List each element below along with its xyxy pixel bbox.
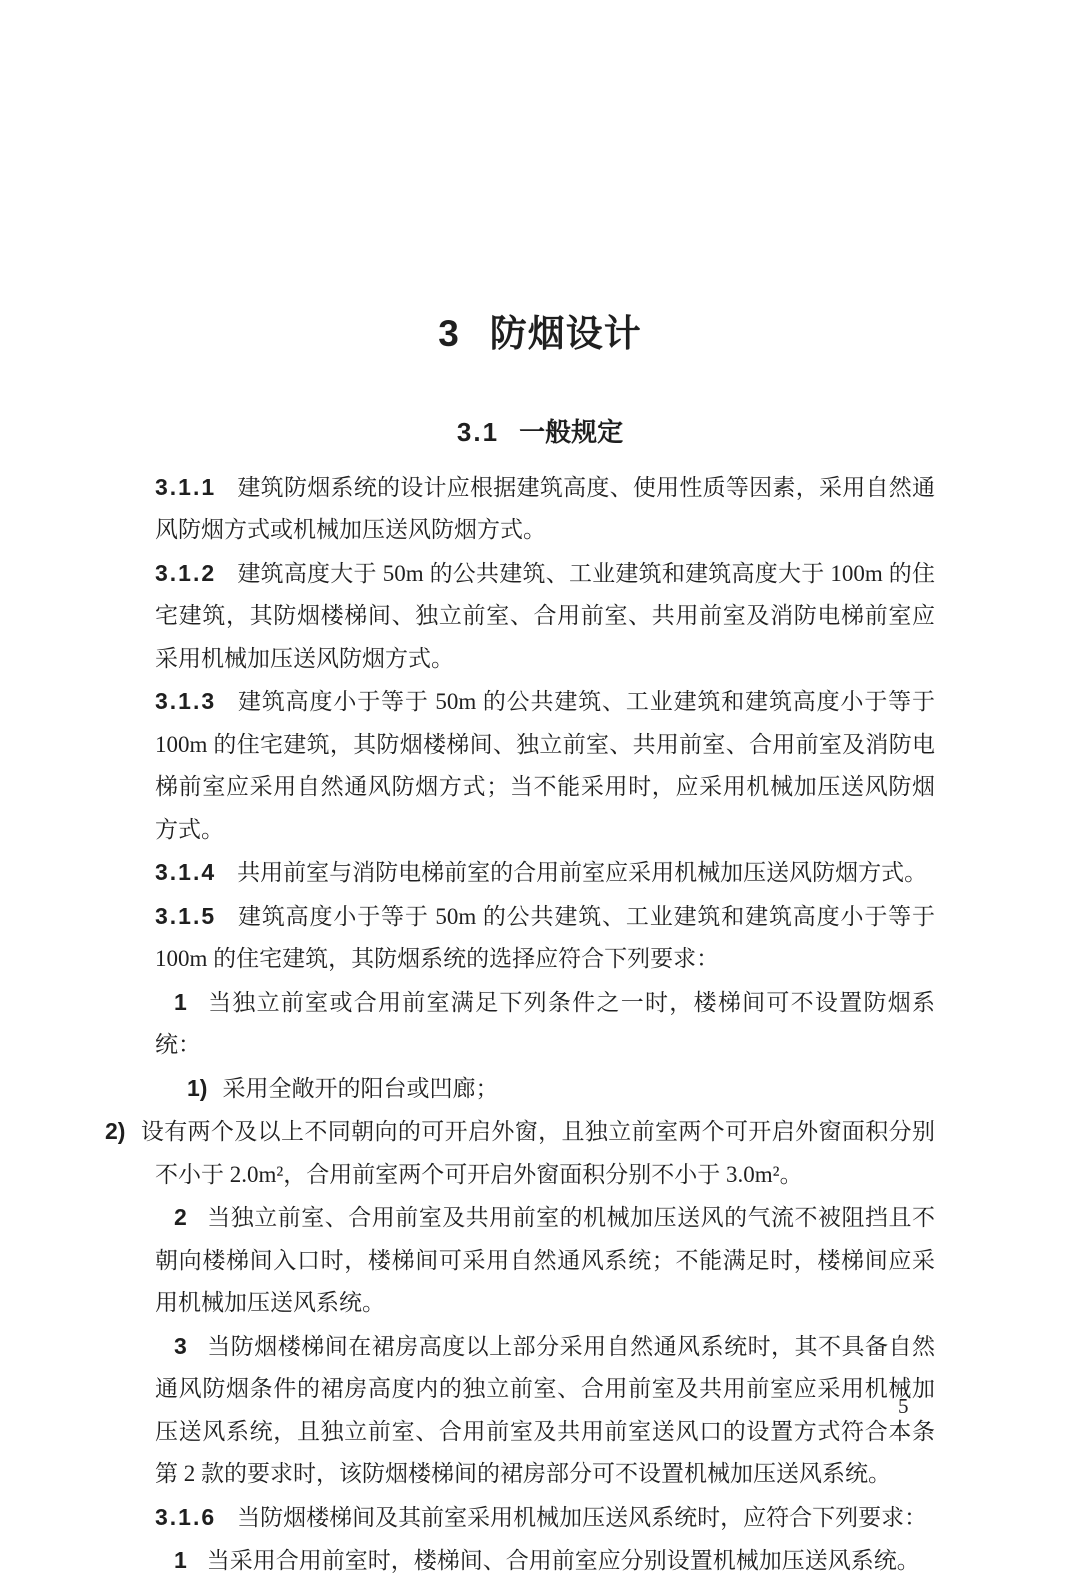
clause-3-1-4-text: 共用前室与消防电梯前室的合用前室应采用机械加压送风防烟方式。 [237, 860, 928, 886]
chapter-number: 3 [438, 313, 460, 354]
clause-3-1-2 [155, 552, 935, 681]
clause-3-1-5-item-2 [155, 1196, 935, 1325]
clause-3-1-1-text: 建筑防烟系统的设计应根据建筑高度、使用性质等因素，采用自然通风防烟方式或机械加压送风防烟方式。 [155, 474, 935, 543]
clause-3-1-2-text: 建筑高度大于 50m 的公共建筑、工业建筑和建筑高度大于 100m 的住宅建筑，其防烟楼梯间、独立前室、合用前室、共用前室及消防电梯前室应采用机械加压送风防烟方式。 [155, 560, 935, 671]
section-title [0, 417, 1080, 448]
clause-3-1-3 [155, 680, 935, 851]
clause-3-1-5-item-1-sub-1 [155, 1067, 935, 1111]
clause-3-1-5-item-1-label: 1 [174, 988, 187, 1015]
clause-3-1-3-label: 3.1.3 [155, 688, 217, 715]
clause-3-1-2-label: 3.1.2 [155, 559, 217, 586]
clause-3-1-4 [155, 851, 935, 895]
clause-3-1-6-item-1-label: 1 [174, 1547, 187, 1574]
clause-3-1-5-item-1-sub-1-text: 采用全敞开的阳台或凹廊； [222, 1075, 499, 1101]
clause-3-1-1-label: 3.1.1 [155, 473, 217, 500]
clause-3-1-6-text: 当防烟楼梯间及其前室采用机械加压送风系统时，应符合下列要求： [237, 1504, 928, 1530]
clause-3-1-4-label: 3.1.4 [155, 859, 217, 886]
clause-3-1-5-text: 建筑高度小于等于 50m 的公共建筑、工业建筑和建筑高度小于等于 100m 的住宅建筑，其防烟系统的选择应符合下列要求： [155, 903, 935, 972]
clause-3-1-3-text: 建筑高度小于等于 50m 的公共建筑、工业建筑和建筑高度小于等于 100m 的住宅建筑，其防烟楼梯间、独立前室、共用前室、合用前室及消防电梯前室应采用自然通风防烟方式；当不能采用时，应采用机械加压送风防烟方式。 [155, 689, 935, 842]
clause-3-1-5-item-2-text: 当独立前室、合用前室及共用前室的机械加压送风的气流不被阻挡且不朝向楼梯间入口时，楼梯间可采用自然通风系统；不能满足时，楼梯间应采用机械加压送风系统。 [155, 1205, 935, 1316]
clause-3-1-5-item-1-sub-2-text: 设有两个及以上不同朝向的可开启外窗，且独立前室两个可开启外窗面积分别不小于 2.0m²，合用前室两个可开启外窗面积分别不小于 3.0m²。 [140, 1119, 935, 1187]
section-number: 3.1 [456, 417, 500, 448]
clause-3-1-6-item-1-text: 当采用合用前室时，楼梯间、合用前室应分别设置机械加压送风系统。 [206, 1548, 920, 1574]
chapter-title [0, 0, 1080, 356]
clause-3-1-6-label: 3.1.6 [155, 1503, 217, 1530]
clause-3-1-5-item-3-text: 当防烟楼梯间在裙房高度以上部分采用自然通风系统时，其不具备自然通风防烟条件的裙房高度内的独立前室、合用前室及共用前室应采用机械加压送风系统，且独立前室、合用前室及共用前室送风口的设置方式符合本条第 2 款的要求时，该防烟楼梯间的裙房部分可不设置机械加压送风系统。 [155, 1333, 935, 1487]
clause-3-1-6-item-1 [155, 1539, 935, 1583]
page-number: 5 [898, 1394, 909, 1418]
body-text [105, 466, 935, 1583]
clause-3-1-5-item-1-sub-1-label: 1) [187, 1074, 208, 1101]
clause-3-1-5-item-1 [155, 981, 935, 1067]
clause-3-1-5-label: 3.1.5 [155, 902, 217, 929]
clause-3-1-5-item-3-label: 3 [174, 1332, 187, 1359]
clause-3-1-6 [155, 1496, 935, 1540]
clause-3-1-5-item-1-text: 当独立前室或合用前室满足下列条件之一时，楼梯间可不设置防烟系统： [155, 989, 935, 1058]
clause-3-1-5-item-3 [155, 1325, 935, 1496]
clause-3-1-5-item-1-sub-2-label: 2) [105, 1118, 126, 1145]
clause-3-1-5 [155, 895, 935, 981]
clause-3-1-5-item-2-label: 2 [174, 1204, 187, 1231]
clause-3-1-1 [155, 466, 935, 552]
chapter-title-text: 防烟设计 [489, 313, 642, 354]
section-title-text: 一般规定 [519, 417, 624, 448]
clause-3-1-5-item-1-sub-2 [105, 1110, 935, 1196]
